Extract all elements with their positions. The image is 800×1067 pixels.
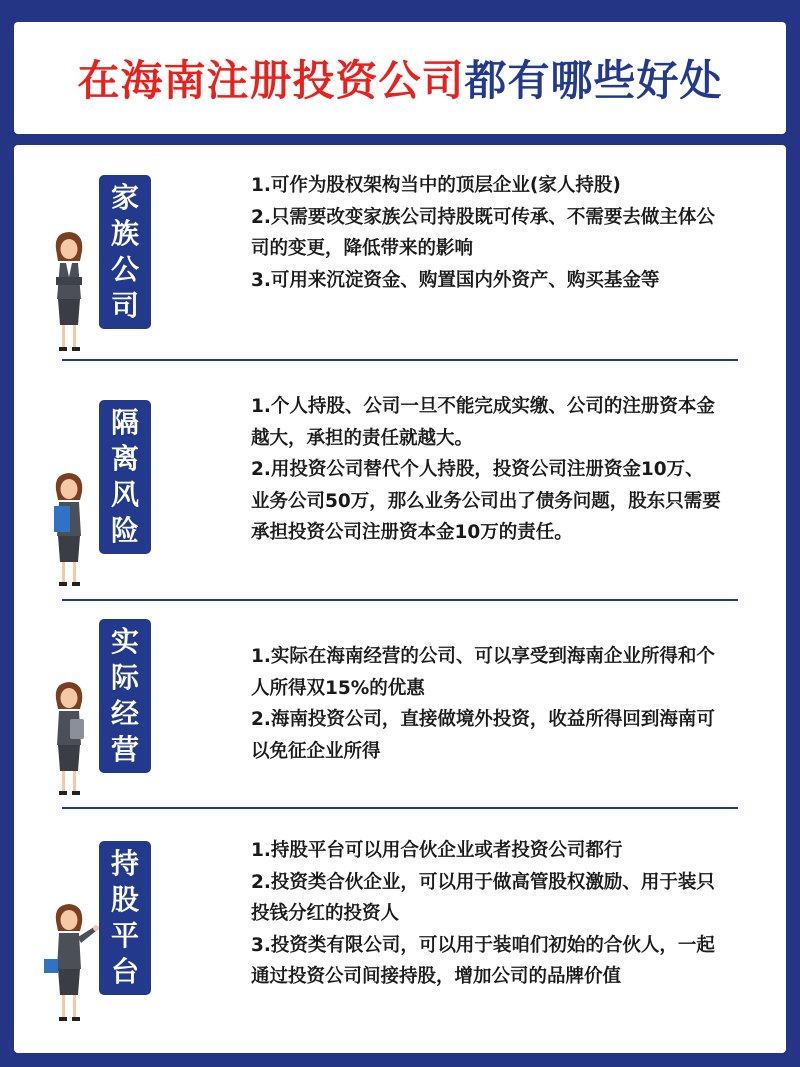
section-body <box>251 391 721 549</box>
content-panel <box>14 145 786 1053</box>
tag-char: 持 <box>110 847 139 880</box>
businesswoman-arms-crossed-icon <box>44 229 94 359</box>
body-line: 1.个人持股、公司一旦不能完成实缴、公司的注册资本金越大，承担的责任就越大。 <box>251 396 715 449</box>
section-body <box>251 170 721 296</box>
tag-char: 离 <box>110 442 139 475</box>
tag-char: 实 <box>110 625 139 658</box>
section-divider <box>62 359 738 361</box>
businesswoman-tablet-icon <box>44 679 94 803</box>
body-line: 2.只需要改变家族公司持股既可传承、不需要去做主体公司的变更，降低带来的影响 <box>251 206 715 259</box>
tag-char: 公 <box>110 253 139 286</box>
tag-char: 经 <box>110 697 139 730</box>
section-divider <box>62 807 738 809</box>
section-body <box>251 835 721 993</box>
body-line: 1.持股平台可以用合伙企业或者投资公司都行 <box>251 840 623 861</box>
title-red-part: 在海南注册投资公司 <box>77 56 465 105</box>
section-divider <box>62 599 738 601</box>
body-line: 2.海南投资公司，直接做境外投资，收益所得回到海南可以免征企业所得 <box>251 709 715 762</box>
tag-char: 台 <box>110 955 139 988</box>
body-line: 3.投资类有限公司，可以用于装咱们初始的合伙人，一起通过投资公司间接持股，增加公司的品牌价值 <box>251 934 715 987</box>
section-tag <box>99 175 151 329</box>
tag-char: 家 <box>110 181 139 214</box>
tag-char: 际 <box>110 661 139 694</box>
section-tag <box>99 400 151 554</box>
title-blue-part: 都有哪些好处 <box>464 56 723 105</box>
businesswoman-folder-icon <box>44 470 94 594</box>
tag-char: 股 <box>110 883 139 916</box>
tag-char: 险 <box>110 514 139 547</box>
tag-char: 隔 <box>110 406 139 439</box>
tag-char: 族 <box>110 217 139 250</box>
body-line: 2.用投资公司替代个人持股，投资公司注册资金10万、业务公司50万，那么业务公司出了债务问题，股东只需要承担投资公司注册资本金10万的责任。 <box>251 459 721 543</box>
header-banner <box>14 22 786 134</box>
section-tag <box>99 841 151 995</box>
page-title <box>77 48 722 108</box>
tag-char: 平 <box>110 919 139 952</box>
body-line: 1.实际在海南经营的公司、可以享受到海南企业所得和个人所得双15%的优惠 <box>251 646 715 699</box>
section-tag <box>99 619 151 773</box>
section-body <box>251 641 721 767</box>
tag-char: 营 <box>110 733 139 766</box>
body-line: 2.投资类合伙企业，可以用于做高管股权激励、用于装只投钱分红的投资人 <box>251 871 715 924</box>
businesswoman-pointing-icon <box>44 901 104 1029</box>
body-line: 3.可用来沉淀资金、购置国内外资产、购买基金等 <box>251 269 660 291</box>
tag-char: 司 <box>110 289 139 322</box>
tag-char: 风 <box>110 478 139 511</box>
body-line: 1.可作为股权架构当中的顶层企业(家人持股) <box>251 175 621 196</box>
